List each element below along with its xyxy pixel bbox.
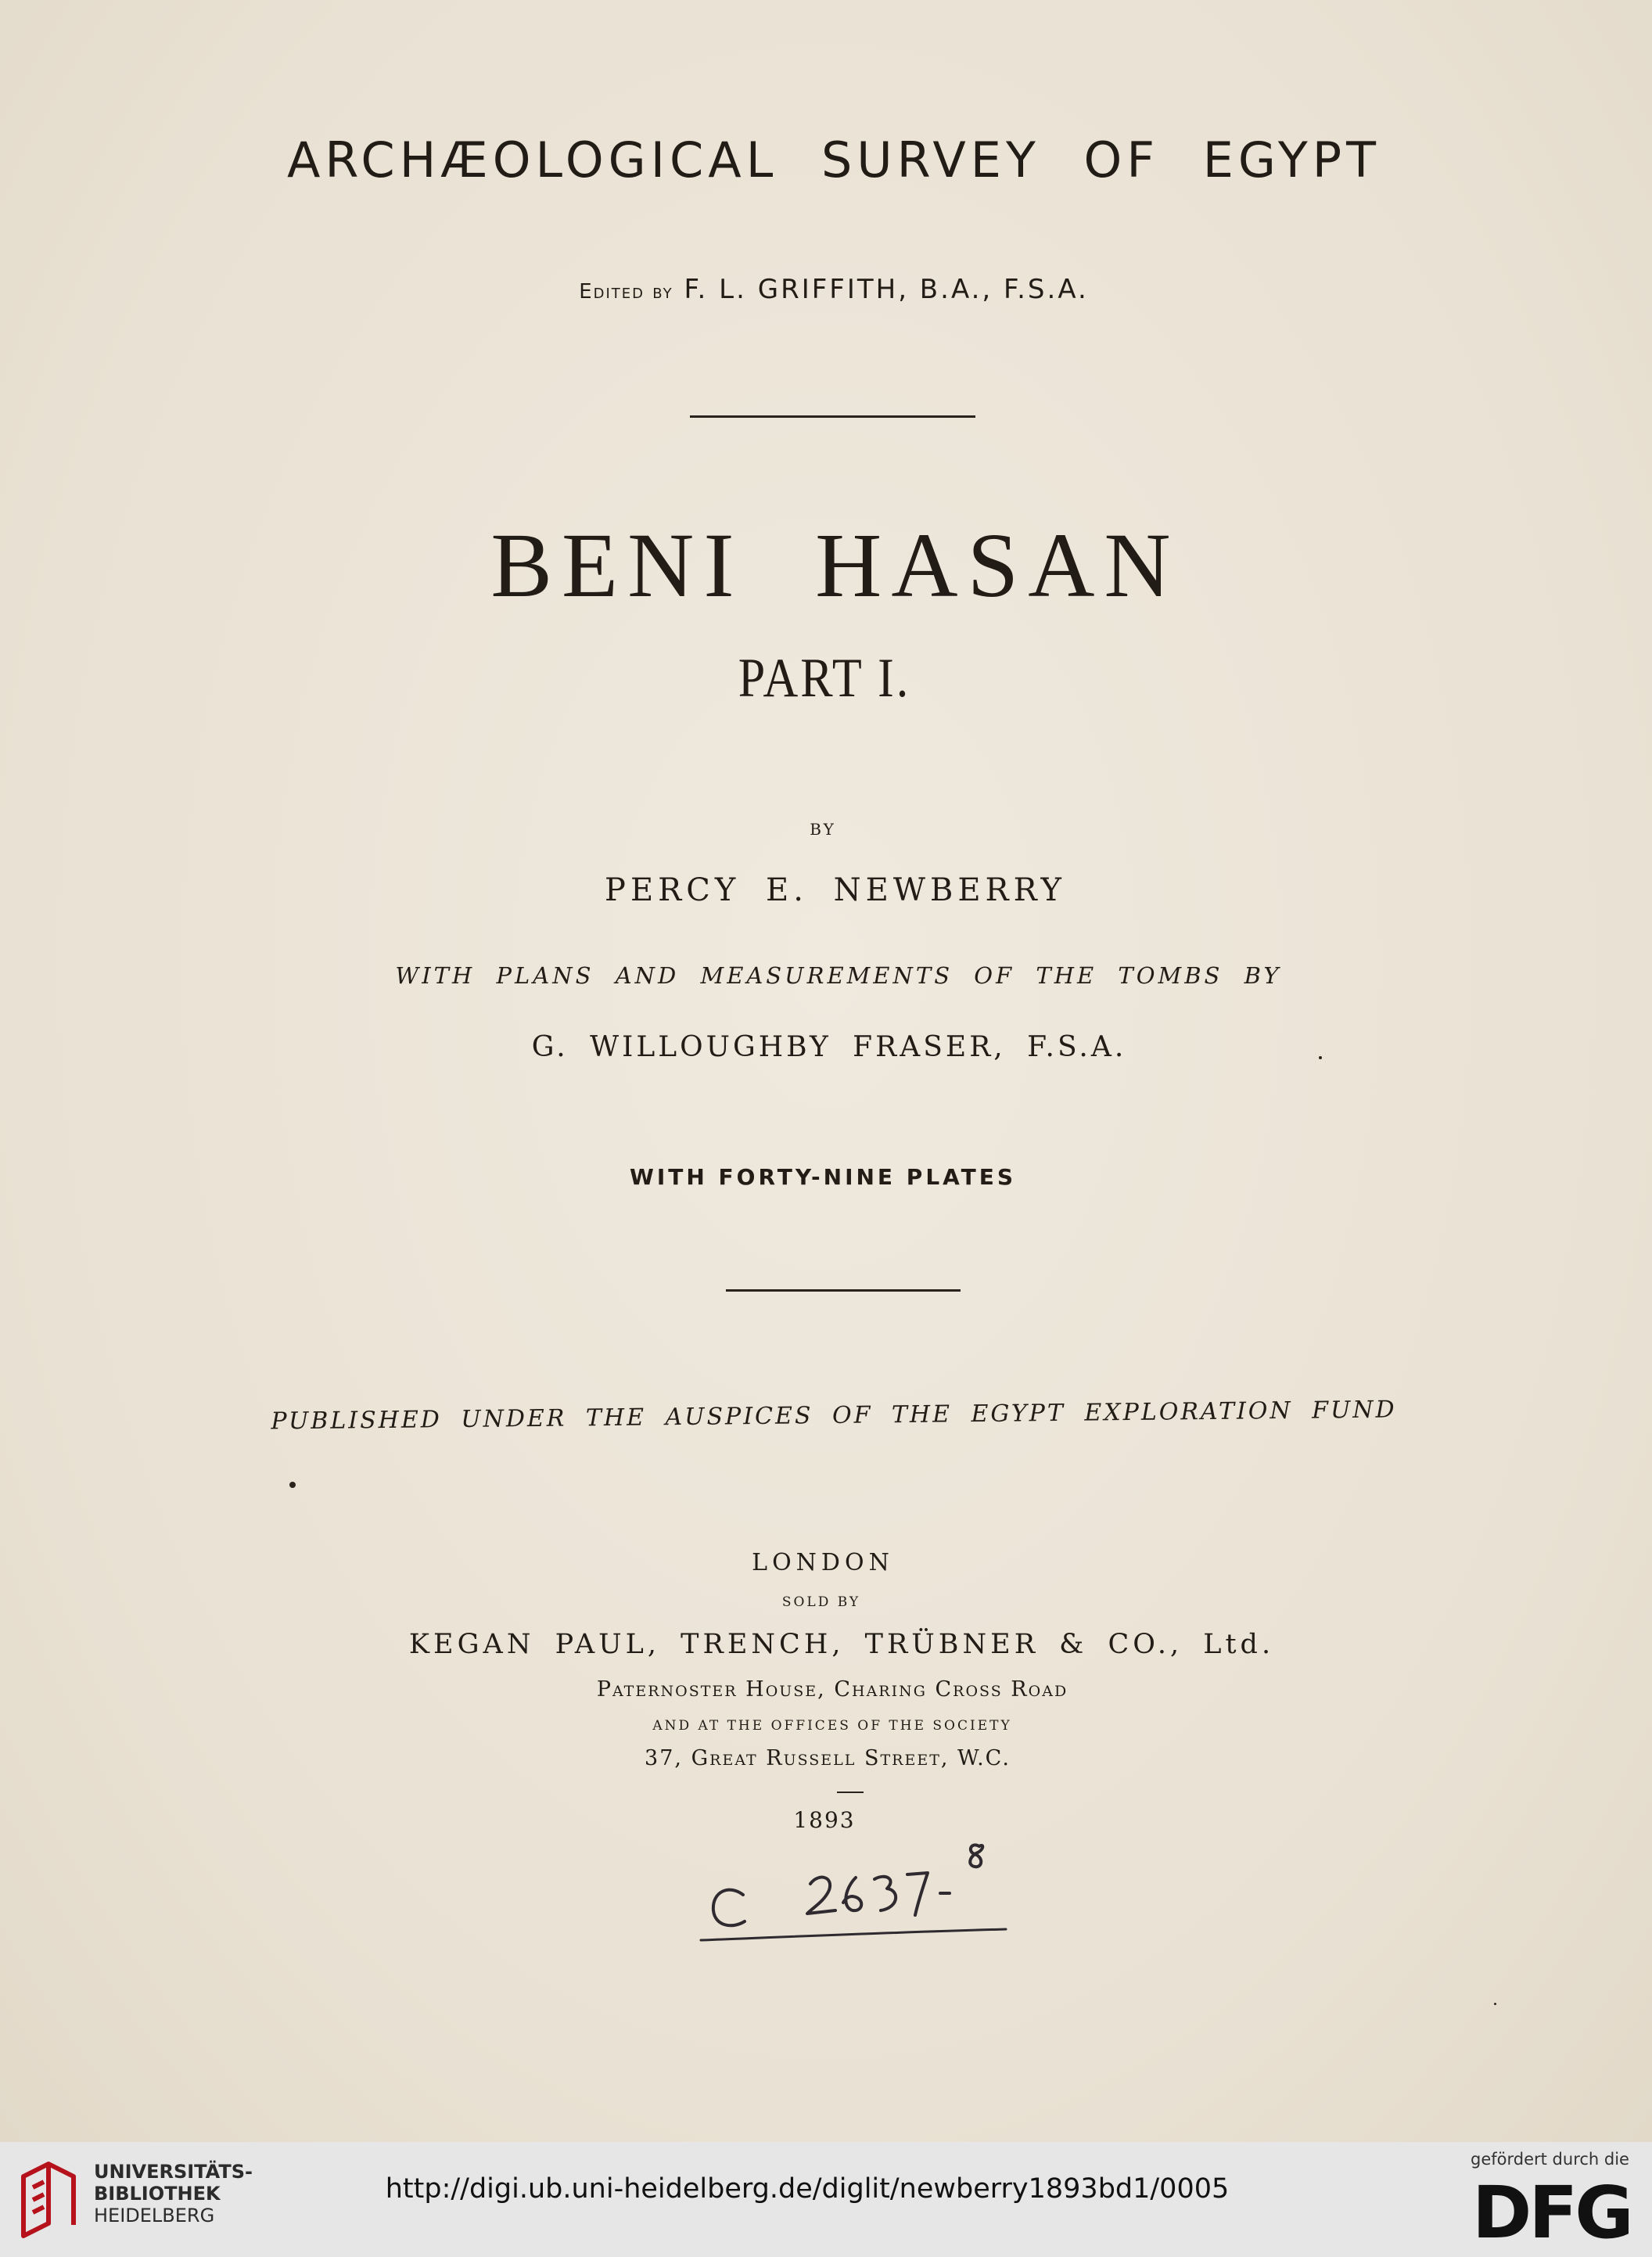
series-title: ARCHÆOLOGICAL SURVEY OF EGYPT xyxy=(287,131,1381,189)
permalink-url[interactable]: http://digi.ub.uni-heidelberg.de/diglit/newberry1893bd1/0005 xyxy=(385,2173,1230,2205)
divider-rule-top xyxy=(690,415,975,418)
society-address-number: 37, xyxy=(645,1746,691,1770)
divider-rule-middle xyxy=(726,1289,961,1292)
library-name-line1: UNIVERSITÄTS- xyxy=(94,2161,253,2183)
editor-name: F. L. GRIFFITH, B.A., F.S.A. xyxy=(684,274,1089,305)
publisher-name: KEGAN PAUL, TRENCH, TRÜBNER & CO., Ltd. xyxy=(408,1629,1275,1660)
paper-speck xyxy=(1494,2003,1496,2005)
plans-credit: WITH PLANS AND MEASUREMENTS OF THE TOMBS BY xyxy=(395,962,1282,989)
book-title: BENI HASAN xyxy=(490,514,1180,616)
imprint-city: LONDON xyxy=(752,1549,894,1576)
publisher-address: Paternoster House, Charing Cross Road xyxy=(596,1677,1068,1702)
editor-line xyxy=(8,274,1652,305)
svg-text:DFG: DFG xyxy=(1472,2175,1631,2245)
library-name-line2: BIBLIOTHEK xyxy=(94,2183,221,2205)
plans-author: G. WILLOUGHBY FRASER, F.S.A. xyxy=(531,1031,1127,1063)
society-address-end: W.C. xyxy=(949,1746,1011,1770)
divider-rule-small xyxy=(837,1792,864,1793)
editor-prefix: Edited by xyxy=(579,280,673,304)
publication-year: 1893 xyxy=(793,1807,856,1833)
funding-caption: gefördert durch die xyxy=(1471,2150,1629,2169)
paper-speck xyxy=(1319,1056,1322,1059)
society-address xyxy=(2,1746,1652,1770)
sold-by-label: SOLD BY xyxy=(781,1594,861,1610)
paper-speck xyxy=(289,1482,296,1488)
society-address-street: Great Russell Street, xyxy=(691,1746,950,1770)
society-offices-label: AND AT THE OFFICES OF THE SOCIETY xyxy=(652,1718,1012,1734)
author-name: PERCY E. NEWBERRY xyxy=(605,872,1066,908)
dfg-logo-icon xyxy=(1472,2175,1638,2245)
handwritten-shelfmark xyxy=(688,1823,1017,1956)
library-name-line3: HEIDELBERG xyxy=(94,2205,215,2226)
plates-note: WITH FORTY-NINE PLATES xyxy=(629,1164,1017,1190)
by-label: BY xyxy=(810,820,836,839)
auspices-line: PUBLISHED UNDER THE AUSPICES OF THE EGYPT EXPLORATION FUND xyxy=(271,1396,1397,1436)
part-number: PART I. xyxy=(738,647,911,710)
